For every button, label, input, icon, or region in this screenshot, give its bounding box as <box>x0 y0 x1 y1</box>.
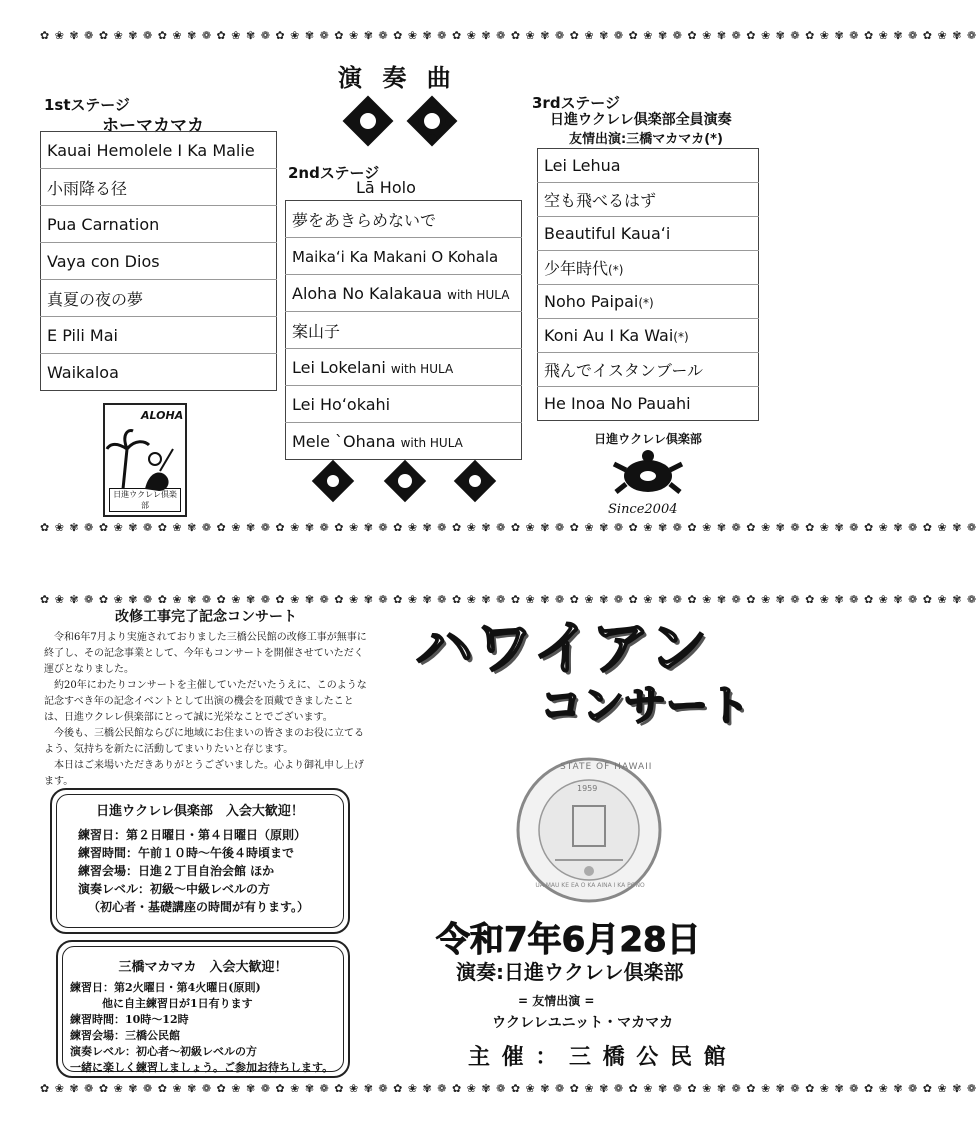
song-row <box>41 280 277 317</box>
song-note: (*) <box>673 330 689 344</box>
song-title: E Pili Mai <box>41 317 277 354</box>
club2-line: 練習会場：三橋公民館 <box>70 1029 180 1042</box>
intro-paragraph: 約20年にわたりコンサートを主催していただいたうえに、このような記念すべき年の記念イベントとして出演の機会を頂戴できましたことは、日進ウクレレ倶楽部にとって誠に光栄なことでございます。 <box>44 680 367 723</box>
headline-concert: コンサート <box>540 681 751 730</box>
event-date: 令和7年6月28日 <box>436 920 701 960</box>
song-title: 案山子 <box>292 321 341 341</box>
club2-details <box>70 980 333 1076</box>
stamp-aloha-text: ALOHA <box>141 409 184 422</box>
song-note: (*) <box>608 263 624 277</box>
intro-paragraph: 令和6年7月より実施されておりました三橋公民館の改修工事が無事に終了し、その記念事業として、今年もコンサートを開催させていただく運びとなりました。 <box>44 632 367 675</box>
song-row <box>538 183 759 217</box>
song-title: Koni Au I Ka Wai <box>544 326 674 345</box>
quilt-motif-bottom <box>312 460 502 502</box>
song-title: Kauai Hemolele I Ka Malie <box>41 132 277 169</box>
stage1-song-list <box>40 131 277 391</box>
floral-border-top: ✿ ❀ ✾ ❁ ✿ ❀ ✾ ❁ ✿ ❀ ✾ ❁ ✿ ❀ ✾ ❁ ✿ ❀ ✾ ❁ ✿ ❀ ✾ ❁ ✿ ❀ ✾ ❁ ✿ ❀ ✾ ❁ ✿ ❀ ✾ ❁ ✿ ❀ ✾ ❁ ✿ ❀ ✾ ❁ ✿ ❀ ✾ ❁ ✿ ❀ ✾ ❁ ✿ ❀ ✾ ❁ ✿ ❀ ✾ ❁ ✿ ❀ ✾ ❁ <box>40 29 977 42</box>
floral-border-bottom: ✿ ❀ ✾ ❁ ✿ ❀ ✾ ❁ ✿ ❀ ✾ ❁ ✿ ❀ ✾ ❁ ✿ ❀ ✾ ❁ ✿ ❀ ✾ ❁ ✿ ❀ ✾ ❁ ✿ ❀ ✾ ❁ ✿ ❀ ✾ ❁ ✿ ❀ ✾ ❁ ✿ ❀ ✾ ❁ ✿ ❀ ✾ ❁ ✿ ❀ ✾ ❁ ✿ ❀ ✾ ❁ ✿ ❀ ✾ ❁ ✿ ❀ ✾ ❁ <box>40 1082 977 1095</box>
event-guest-label: = 友情出演 = <box>518 994 595 1008</box>
club2-recruit-box <box>56 940 350 1078</box>
floral-border-mid-1: ✿ ❀ ✾ ❁ ✿ ❀ ✾ ❁ ✿ ❀ ✾ ❁ ✿ ❀ ✾ ❁ ✿ ❀ ✾ ❁ ✿ ❀ ✾ ❁ ✿ ❀ ✾ ❁ ✿ ❀ ✾ ❁ ✿ ❀ ✾ ❁ ✿ ❀ ✾ ❁ ✿ ❀ ✾ ❁ ✿ ❀ ✾ ❁ ✿ ❀ ✾ ❁ ✿ ❀ ✾ ❁ ✿ ❀ ✾ ❁ ✿ ❀ ✾ ❁ <box>40 521 977 534</box>
song-title: Lei Lokelani <box>292 357 386 377</box>
event-guest: ウクレレユニット・マカマカ <box>492 1015 674 1031</box>
song-title: 真夏の夜の夢 <box>41 280 277 317</box>
club2-line: 一緒に楽しく練習しましょう。ご参加お待ちします。 <box>70 1061 334 1074</box>
song-note: with HULA <box>400 435 463 450</box>
song-row <box>286 312 522 349</box>
turtle-logo-since: Since2004 <box>608 502 678 517</box>
song-title: 少年時代 <box>544 259 609 278</box>
turtle-icon <box>608 446 688 500</box>
stamp-club-name: 日進ウクレレ倶楽部 <box>109 488 181 512</box>
stage2-group: Lā Holo <box>356 178 416 197</box>
song-row <box>286 238 522 275</box>
song-title: 飛んでイスタンブール <box>544 361 704 380</box>
song-note: with HULA <box>390 361 454 376</box>
song-row <box>41 354 277 391</box>
song-row <box>41 317 277 354</box>
song-row <box>538 353 759 387</box>
aloha-stamp-logo <box>103 403 187 517</box>
song-row <box>286 386 522 423</box>
song-row <box>538 149 759 183</box>
stage2-label: 2ndステージ <box>288 164 380 182</box>
song-title: Maikaʻi Ka Makani O Kohala <box>292 247 499 266</box>
floral-border-mid-2: ✿ ❀ ✾ ❁ ✿ ❀ ✾ ❁ ✿ ❀ ✾ ❁ ✿ ❀ ✾ ❁ ✿ ❀ ✾ ❁ ✿ ❀ ✾ ❁ ✿ ❀ ✾ ❁ ✿ ❀ ✾ ❁ ✿ ❀ ✾ ❁ ✿ ❀ ✾ ❁ ✿ ❀ ✾ ❁ ✿ ❀ ✾ ❁ ✿ ❀ ✾ ❁ ✿ ❀ ✾ ❁ ✿ ❀ ✾ ❁ ✿ ❀ ✾ ❁ <box>40 593 977 606</box>
club1-line: （初心者・基礎講座の時間が有ります。） <box>88 900 310 914</box>
stage3-song-list <box>537 148 759 421</box>
seal-motto: UA MAU KE EA O KA AINA I KA PONO <box>535 882 645 889</box>
intro-paragraph: 今後も、三橋公民館ならびに地域にお住まいの皆さまのお役に立てるよう、気持ちを新たに活動してまいりたいと存じます。 <box>44 728 364 755</box>
intro-paragraph: 本日はご来場いただきありがとうございました。心より御礼申し上げます。 <box>44 760 364 787</box>
club1-details <box>78 826 309 916</box>
song-title: Lei Hoʻokahi <box>292 394 391 414</box>
stage3-group: 日進ウクレレ倶楽部全員演奏 <box>550 112 732 128</box>
song-row <box>286 275 522 312</box>
club1-line: 練習会場：日進２丁目自治会館 ほか <box>78 864 275 878</box>
song-note: with HULA <box>447 287 510 302</box>
song-row <box>41 243 277 280</box>
seal-year: 1959 <box>577 784 598 793</box>
intro-body <box>44 630 370 790</box>
song-title: 空も飛べるはず <box>544 191 657 210</box>
stage3-guest: 友情出演:三橋マカマカ(*) <box>569 132 723 147</box>
song-row <box>538 251 759 285</box>
song-title: Lei Lehua <box>544 156 621 175</box>
stage3-label: 3rdステージ <box>532 94 620 112</box>
club1-heading: 日進ウクレレ倶楽部 入会大歓迎！ <box>96 804 304 819</box>
song-row <box>538 285 759 319</box>
song-row <box>286 423 522 460</box>
song-row <box>538 319 759 353</box>
event-performer: 演奏:日進ウクレレ倶楽部 <box>456 960 684 984</box>
club1-line: 練習日：第２日曜日・第４日曜日（原則） <box>78 828 307 842</box>
song-title: Aloha No Kalakaua <box>292 283 443 303</box>
quilt-motif-top <box>342 95 462 147</box>
song-row <box>286 201 522 238</box>
turtle-ukulele-logo <box>588 430 708 522</box>
song-row <box>286 349 522 386</box>
song-title: Pua Carnation <box>41 206 277 243</box>
turtle-logo-club-name: 日進ウクレレ倶楽部 <box>594 432 702 446</box>
stage1-label: 1stステージ <box>44 96 130 114</box>
intro-title: 改修工事完了記念コンサート <box>115 609 297 625</box>
song-row <box>41 169 277 206</box>
song-note: (*) <box>638 296 654 310</box>
song-title: He Inoa No Pauahi <box>544 394 691 413</box>
stage2-song-list <box>285 200 522 460</box>
song-title: Noho Paipai <box>544 292 639 311</box>
song-title: 小雨降る径 <box>41 169 277 206</box>
club2-line: 演奏レベル：初心者～初級レベルの方 <box>70 1045 257 1058</box>
club1-line: 練習時間：午前１０時～午後４時頃まで <box>78 846 295 860</box>
palm-tree-icon <box>105 419 185 499</box>
song-title: 夢をあきらめないで <box>292 210 437 230</box>
song-row <box>41 206 277 243</box>
club2-heading: 三橋マカマカ 入会大歓迎！ <box>118 960 288 975</box>
club1-recruit-box <box>50 788 350 934</box>
headline-hawaiian: ハワイアン <box>415 614 710 682</box>
club2-line: 他に自主練習日が1日有ります <box>102 997 253 1010</box>
club2-line: 練習時間：10時～12時 <box>70 1013 189 1026</box>
song-title: Mele ˋOhana <box>292 431 396 451</box>
program-title: 演 奏 曲 <box>338 64 457 92</box>
guest-label-text: 友情出演 <box>532 994 581 1008</box>
club2-line: 練習日：第2火曜日・第4火曜日(原則) <box>70 981 261 994</box>
song-title: Waikaloa <box>47 362 119 382</box>
event-host: 主 催 ： 三 橋 公 民 館 <box>468 1045 728 1070</box>
stage1-group: ホーマカマカ <box>102 116 204 136</box>
song-title: Beautiful Kauaʻi <box>544 224 671 243</box>
club1-line: 演奏レベル：初級～中級レベルの方 <box>78 882 271 896</box>
song-row <box>538 387 759 421</box>
song-row <box>41 132 277 169</box>
song-title: Vaya con Dios <box>41 243 277 280</box>
seal-top-text: STATE OF HAWAII <box>560 762 653 772</box>
song-row <box>538 217 759 251</box>
